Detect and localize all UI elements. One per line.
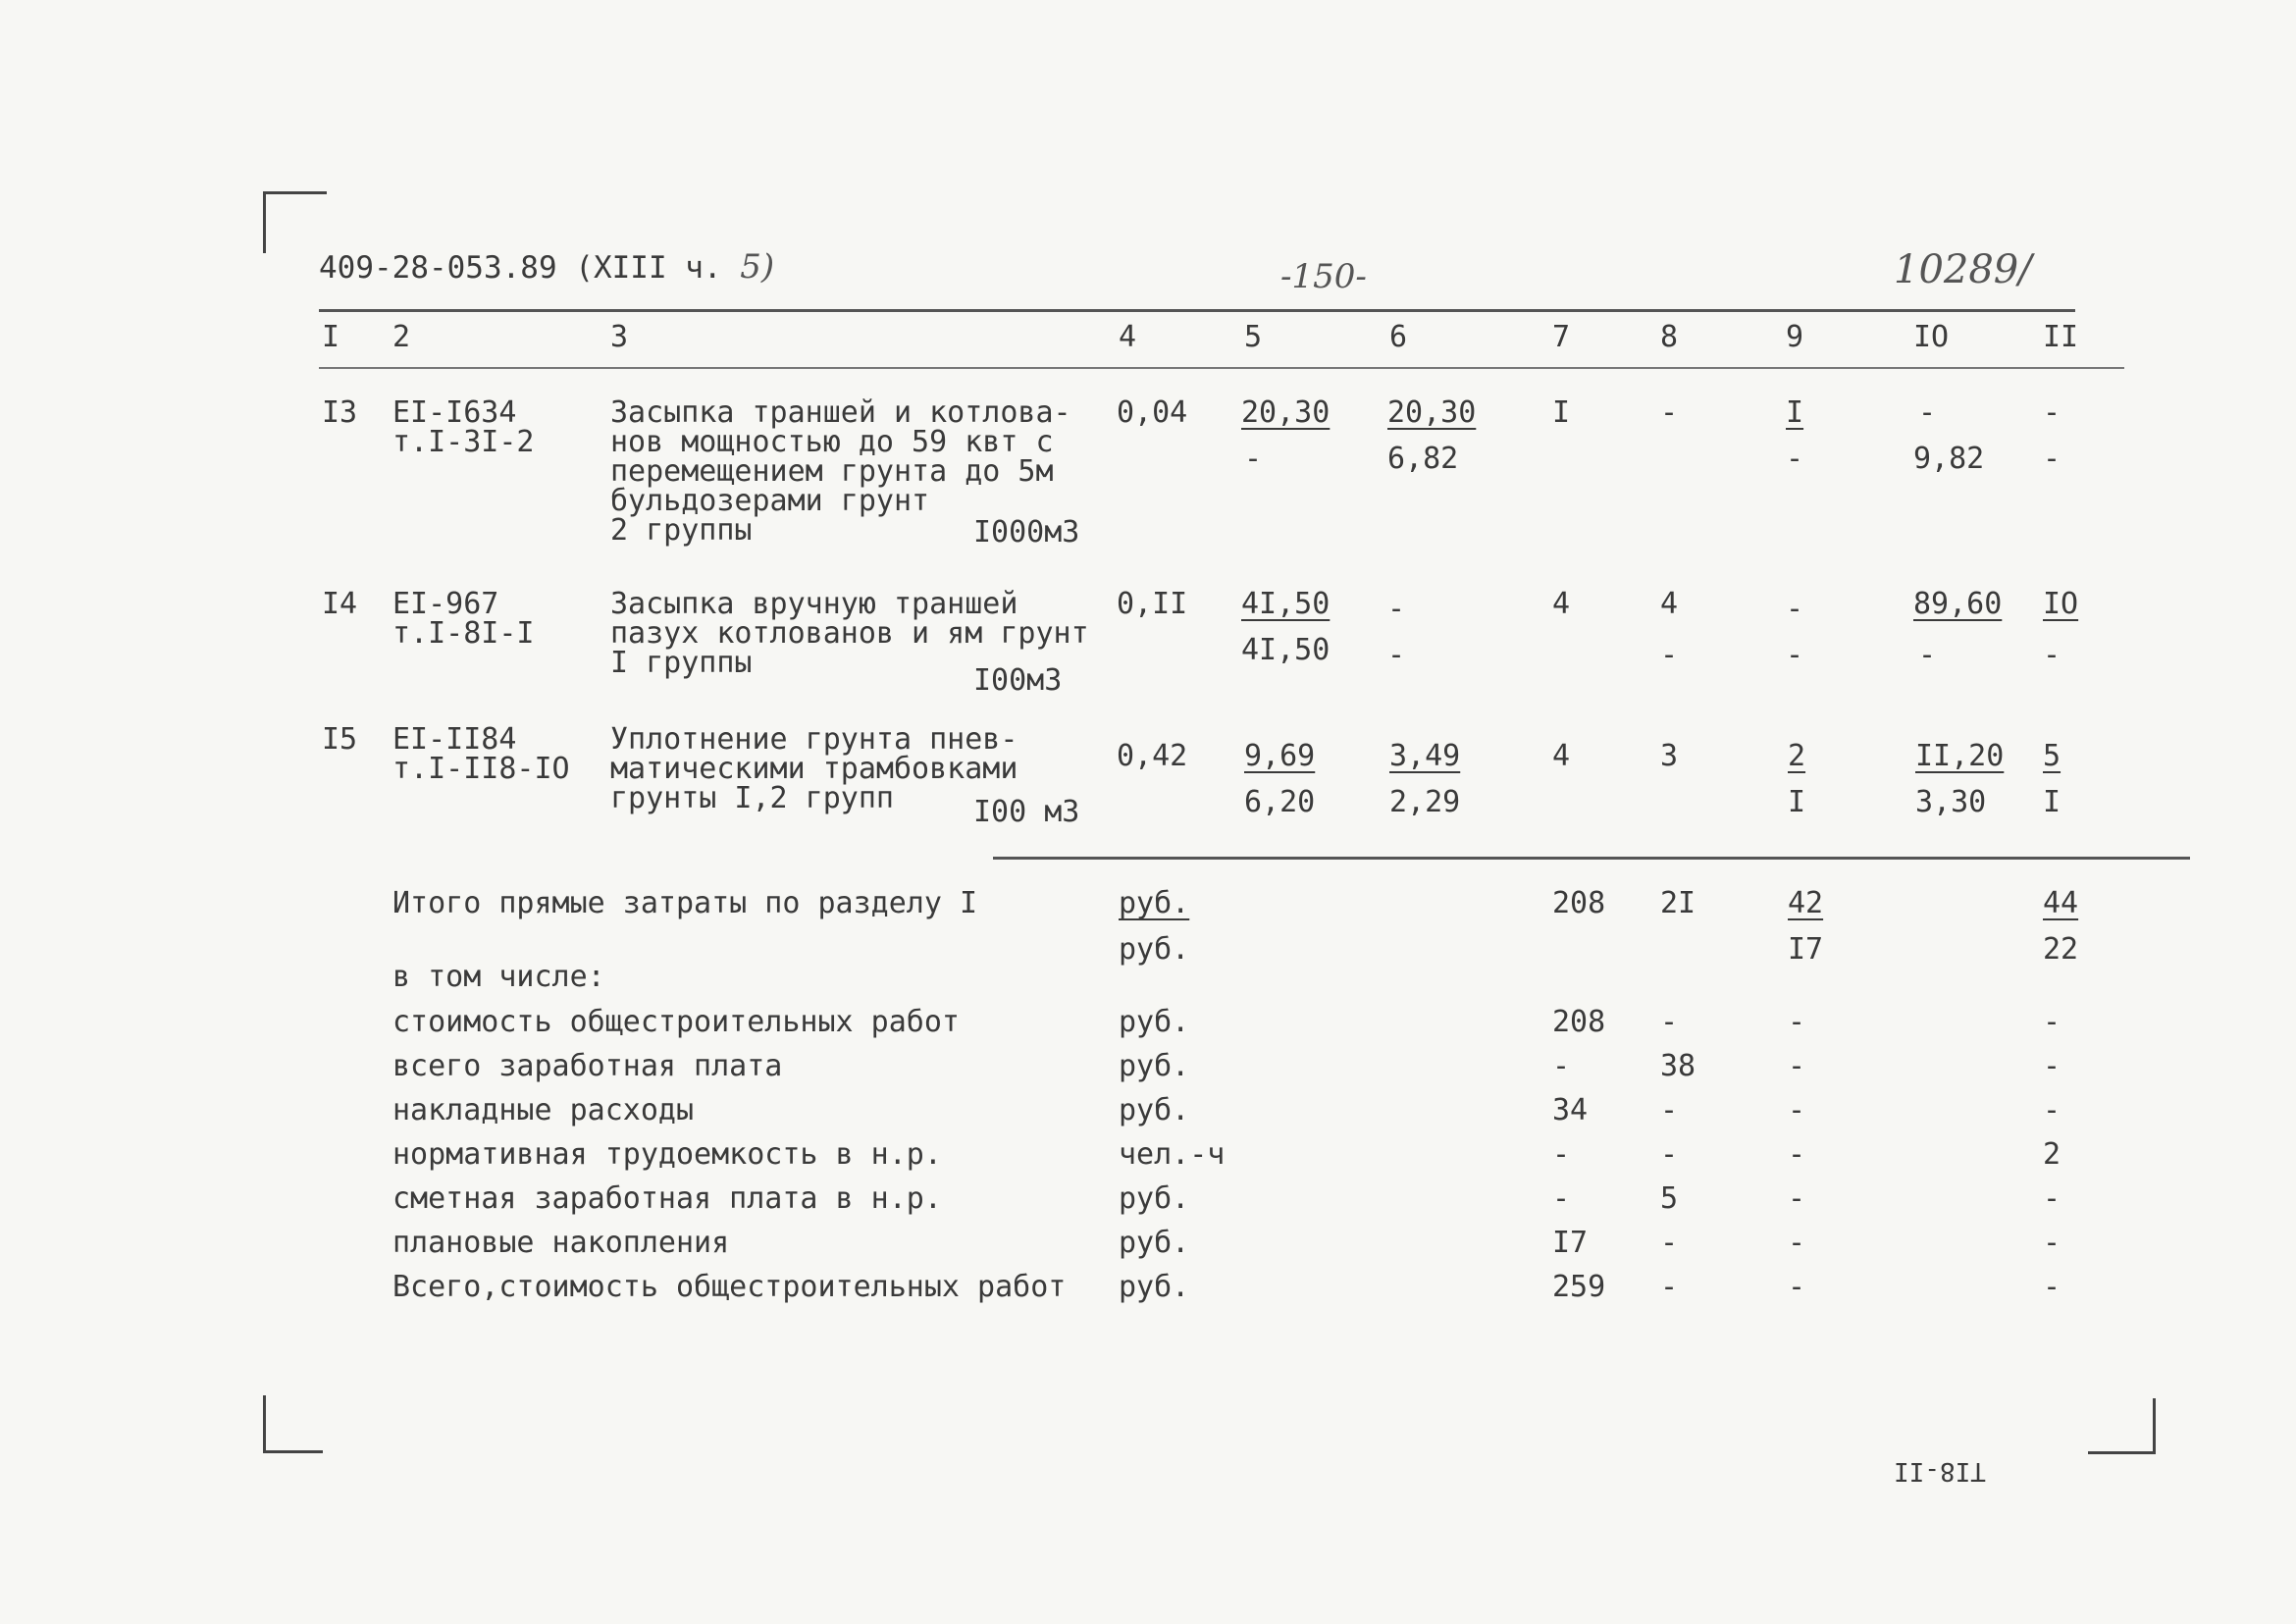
row-cell: 4 bbox=[1552, 739, 1571, 773]
row-description: пазух котлованов и ям грунт bbox=[610, 616, 1089, 651]
summary-cell: - bbox=[1788, 1137, 1806, 1172]
row-cell: 3,30 bbox=[1915, 785, 1987, 819]
column-header: I bbox=[322, 320, 340, 354]
summary-label: нормативная трудоемкость в н.р. bbox=[392, 1137, 942, 1172]
summary-label: накладные расходы bbox=[392, 1093, 695, 1127]
row-cell: 2 bbox=[1788, 739, 1806, 773]
summary-unit: руб. bbox=[1119, 1005, 1190, 1039]
row-cell: 3,49 bbox=[1389, 739, 1461, 773]
row-cell: I bbox=[1786, 395, 1804, 430]
corner-mark-bottom-left bbox=[263, 1395, 323, 1453]
row-description: бульдозерами грунт bbox=[610, 484, 930, 518]
row-description: Засыпка траншей и котлова- bbox=[610, 395, 1071, 430]
summary-cell: - bbox=[1788, 1049, 1806, 1083]
total-unit: руб. bbox=[1119, 932, 1190, 967]
total-label: Итого прямые затраты по разделу I bbox=[392, 886, 978, 920]
row-cell: 4I,50 bbox=[1241, 587, 1331, 621]
column-header: 8 bbox=[1660, 320, 1679, 354]
summary-cell: 2 bbox=[2043, 1137, 2061, 1172]
summary-cell: - bbox=[1788, 1226, 1806, 1260]
row-cell: - bbox=[1660, 638, 1679, 672]
summary-unit: руб. bbox=[1119, 1226, 1190, 1260]
row-cell: - bbox=[2043, 442, 2061, 476]
total-cell: 22 bbox=[2043, 932, 2079, 967]
column-header: II bbox=[2043, 320, 2079, 354]
summary-cell: 5 bbox=[1660, 1181, 1679, 1216]
column-header: 7 bbox=[1552, 320, 1571, 354]
row-cell: - bbox=[1244, 442, 1263, 476]
summary-unit: руб. bbox=[1119, 1181, 1190, 1216]
section-total-rule bbox=[993, 857, 2190, 860]
summary-cell: - bbox=[1788, 1181, 1806, 1216]
summary-cell: - bbox=[1552, 1049, 1571, 1083]
row-cell: 20,30 bbox=[1387, 395, 1477, 430]
summary-cell: - bbox=[1660, 1270, 1679, 1304]
row-quantity: 0,04 bbox=[1117, 395, 1188, 430]
summary-cell: - bbox=[1788, 1270, 1806, 1304]
document-code bbox=[319, 247, 774, 287]
summary-cell: - bbox=[1660, 1005, 1679, 1039]
summary-label: стоимость общестроительных работ bbox=[392, 1005, 960, 1039]
row-number: I3 bbox=[322, 395, 358, 430]
row-cell: 89,60 bbox=[1913, 587, 2003, 621]
column-header: 9 bbox=[1786, 320, 1804, 354]
row-description: матическими трамбовками bbox=[610, 752, 1018, 786]
summary-cell: I7 bbox=[1552, 1226, 1589, 1260]
summary-cell: - bbox=[1788, 1005, 1806, 1039]
row-quantity: 0,42 bbox=[1117, 739, 1188, 773]
summary-label: плановые накопления bbox=[392, 1226, 730, 1260]
column-header: IO bbox=[1913, 320, 1950, 354]
table-top-rule bbox=[319, 309, 2075, 312]
summary-cell: - bbox=[2043, 1270, 2061, 1304]
summary-label: всего заработная плата bbox=[392, 1049, 783, 1083]
summary-cell: - bbox=[1552, 1137, 1571, 1172]
total-cell: 208 bbox=[1552, 886, 1606, 920]
row-ref: EI-967 bbox=[392, 587, 499, 621]
corner-mark-bottom-right bbox=[2088, 1398, 2156, 1454]
total-unit: руб. bbox=[1119, 886, 1190, 920]
column-header: 4 bbox=[1119, 320, 1137, 354]
including-label: в том числе: bbox=[392, 960, 605, 994]
row-ref-table: т.I-II8-IO bbox=[392, 752, 570, 786]
summary-cell: 259 bbox=[1552, 1270, 1606, 1304]
column-header: 3 bbox=[610, 320, 629, 354]
summary-cell: - bbox=[1660, 1137, 1679, 1172]
summary-label: Всего,стоимость общестроительных работ bbox=[392, 1270, 1067, 1304]
summary-cell: - bbox=[1788, 1093, 1806, 1127]
summary-cell: - bbox=[2043, 1049, 2061, 1083]
row-cell: I bbox=[1788, 785, 1806, 819]
summary-cell: - bbox=[1552, 1181, 1571, 1216]
row-cell: 4 bbox=[1660, 587, 1679, 621]
row-cell: - bbox=[2043, 638, 2061, 672]
total-cell: 42 bbox=[1788, 886, 1824, 920]
row-cell: I bbox=[2043, 785, 2061, 819]
corner-mark-top-left bbox=[263, 191, 327, 253]
summary-cell: 34 bbox=[1552, 1093, 1589, 1127]
row-quantity: 0,II bbox=[1117, 587, 1188, 621]
row-cell: 2,29 bbox=[1389, 785, 1461, 819]
row-cell: - bbox=[1786, 442, 1804, 476]
row-cell: 6,82 bbox=[1387, 442, 1459, 476]
row-cell: 5 bbox=[2043, 739, 2061, 773]
row-description: Уплотнение грунта пнев- bbox=[610, 722, 1018, 757]
row-cell: 6,20 bbox=[1244, 785, 1316, 819]
summary-cell: - bbox=[2043, 1226, 2061, 1260]
row-description: 2 группы bbox=[610, 513, 753, 548]
summary-unit: руб. bbox=[1119, 1049, 1190, 1083]
summary-unit: руб. bbox=[1119, 1270, 1190, 1304]
row-cell: 9,82 bbox=[1913, 442, 1985, 476]
total-cell: 44 bbox=[2043, 886, 2079, 920]
row-cell: - bbox=[1786, 638, 1804, 672]
sheet-code: TI8-II bbox=[1894, 1456, 1986, 1486]
column-header: 2 bbox=[392, 320, 411, 354]
row-cell: 3 bbox=[1660, 739, 1679, 773]
row-cell: 9,69 bbox=[1244, 739, 1316, 773]
column-header: 6 bbox=[1389, 320, 1408, 354]
row-ref-table: т.I-8I-I bbox=[392, 616, 535, 651]
row-description: грунты I,2 групп bbox=[610, 781, 894, 815]
page-number: -150- bbox=[1280, 257, 1367, 296]
row-unit: I00 м3 bbox=[973, 795, 1080, 829]
row-description: нов мощностью до 59 квт с bbox=[610, 425, 1054, 459]
summary-cell: - bbox=[2043, 1093, 2061, 1127]
document-code-text: 409-28-053.89 (XIII ч. bbox=[319, 250, 722, 286]
row-cell: - bbox=[1786, 592, 1804, 626]
table-header-rule bbox=[319, 367, 2124, 369]
row-cell: I bbox=[1552, 395, 1571, 430]
archive-stamp: 10289/ bbox=[1894, 247, 2032, 292]
row-cell: 4I,50 bbox=[1241, 633, 1331, 667]
row-unit: I00м3 bbox=[973, 663, 1063, 698]
row-cell: - bbox=[1918, 395, 1937, 430]
row-cell: 4 bbox=[1552, 587, 1571, 621]
row-cell: II,20 bbox=[1915, 739, 2005, 773]
summary-cell: - bbox=[1660, 1093, 1679, 1127]
total-cell: 2I bbox=[1660, 886, 1696, 920]
row-unit: I000м3 bbox=[973, 515, 1080, 550]
row-cell: - bbox=[2043, 395, 2061, 430]
summary-cell: 208 bbox=[1552, 1005, 1606, 1039]
summary-label: сметная заработная плата в н.р. bbox=[392, 1181, 942, 1216]
row-number: I4 bbox=[322, 587, 358, 621]
row-cell: - bbox=[1387, 638, 1406, 672]
row-cell: 20,30 bbox=[1241, 395, 1331, 430]
summary-cell: - bbox=[1660, 1226, 1679, 1260]
row-description: перемещением грунта до 5м bbox=[610, 454, 1054, 489]
document-part: 5) bbox=[740, 247, 775, 287]
summary-cell: - bbox=[2043, 1181, 2061, 1216]
row-cell: - bbox=[1387, 592, 1406, 626]
row-cell: IO bbox=[2043, 587, 2079, 621]
row-description: I группы bbox=[610, 646, 753, 680]
row-cell: - bbox=[1918, 638, 1937, 672]
row-ref: EI-II84 bbox=[392, 722, 517, 757]
row-ref-table: т.I-3I-2 bbox=[392, 425, 535, 459]
total-cell: I7 bbox=[1788, 932, 1824, 967]
row-cell: - bbox=[1660, 395, 1679, 430]
row-number: I5 bbox=[322, 722, 358, 757]
summary-unit: чел.-ч bbox=[1119, 1137, 1226, 1172]
row-ref: EI-I634 bbox=[392, 395, 517, 430]
row-description: Засыпка вручную траншей bbox=[610, 587, 1018, 621]
column-header: 5 bbox=[1244, 320, 1263, 354]
summary-cell: - bbox=[2043, 1005, 2061, 1039]
summary-cell: 38 bbox=[1660, 1049, 1696, 1083]
summary-unit: руб. bbox=[1119, 1093, 1190, 1127]
